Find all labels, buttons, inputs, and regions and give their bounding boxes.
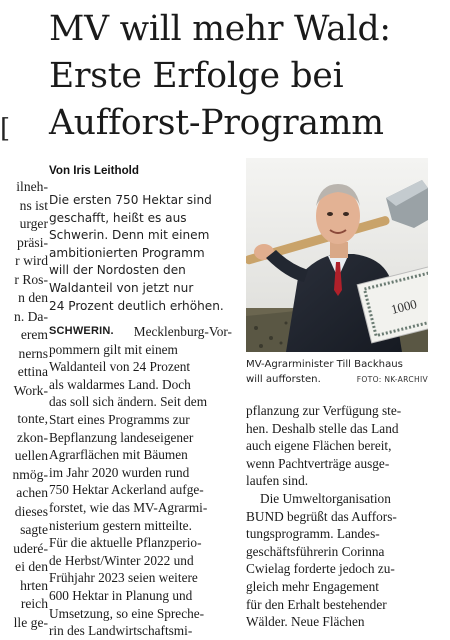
text-line: Agrarflächen mit Bäumen [49, 447, 188, 463]
fragment-line: erem [20, 327, 48, 342]
fragment-line: präsi- [17, 234, 48, 250]
text-line: für den Erhalt bestehender [246, 596, 387, 612]
fragment-line: lle ge- [13, 614, 48, 630]
caption-line-1: MV-Agrarminister Till Backhaus [246, 359, 403, 370]
photo-minister-with-spade [246, 158, 428, 352]
fragment-line: r wird [15, 253, 48, 268]
teaser-line: Waldanteil von jetzt nur [49, 280, 194, 295]
headline-line-3: Aufforst-Programm [49, 103, 384, 143]
byline: Von Iris Leithold [49, 164, 139, 177]
text-line: pflanzung zur Verfügung ste- [246, 403, 402, 418]
teaser [49, 192, 244, 315]
headline-line-1: MV will mehr Wald: [49, 9, 391, 49]
fragment-line: ns ist [19, 197, 48, 213]
dateline: SCHWERIN. [49, 325, 114, 337]
teaser-line: ambitionierten Programm [49, 245, 205, 260]
text-line: Wälder. Neue Flächen [246, 614, 365, 630]
text-line: laufen sind. [246, 473, 309, 489]
text-line: de Herbst/Winter 2022 und [49, 552, 194, 568]
fragment-line: n. Da- [14, 308, 48, 324]
fragment-line: nmög- [12, 466, 48, 482]
text-line: Bepflanzung landeseigener [49, 429, 194, 445]
sign-number: 1000 [389, 296, 419, 317]
text-line: Cwielag forderte jedoch zu- [246, 561, 395, 577]
article-photo [246, 158, 428, 352]
fragment-line: hrten [20, 577, 48, 593]
text-line: Mecklenburg-Vor- [133, 324, 232, 339]
teaser-line: Die ersten 750 Hektar sind [49, 193, 212, 207]
text-line: forstet, wie das MV-Agrarmi- [49, 499, 208, 515]
teaser-line: 24 Prozent deutlich erhöhen. [49, 298, 224, 313]
photo-caption [246, 358, 428, 387]
text-line: Für die aktuelle Pflanzperio- [49, 535, 202, 551]
fragment-line: ettina [17, 364, 48, 379]
fragment-line: ei den [15, 559, 48, 574]
fragment-line: achen [16, 485, 48, 500]
fragment-line: r Ros- [14, 271, 48, 287]
text-line: im Jahr 2020 wurden rund [49, 464, 190, 480]
fragment-line: uellen [14, 448, 48, 463]
fragment-line: reich [20, 596, 48, 611]
fragment-line: sagte [20, 522, 48, 537]
fragment-line: dieses [14, 503, 48, 519]
text-line: auch eigene Flächen bereit, [246, 438, 392, 454]
text-line: rin des Landwirtschaftsmi- [49, 623, 193, 639]
fragment-line: ilneh- [16, 179, 48, 194]
text-line: 600 Hektar in Planung und [49, 587, 193, 603]
fragment-line: Work- [13, 382, 48, 398]
headline-line-2: Erste Erfolge bei [49, 56, 344, 96]
headline [49, 6, 449, 147]
text-line: geschäftsführerin Corinna [246, 543, 385, 559]
text-line: gleich mehr Engagement [246, 578, 379, 594]
text-line: tungsprogramm. Landes- [246, 526, 380, 542]
text-line: Start eines Programms zur [49, 411, 190, 427]
teaser-line: geschafft, heißt es aus [49, 210, 187, 225]
text-line: BUND begrüßt das Auffors- [246, 508, 397, 524]
text-line: Umsetzung, so eine Spreche- [49, 605, 205, 621]
decorative-bracket: [ [0, 114, 11, 144]
text-line: 750 Hektar Ackerland aufge- [49, 482, 204, 498]
article-column-2 [246, 402, 428, 631]
caption-line-2: will aufforsten. [246, 373, 321, 385]
neighbour-article-column [0, 178, 48, 632]
text-line: wenn Pachtverträge ausge- [246, 455, 390, 471]
fragment-line: uderé- [13, 540, 48, 556]
fragment-line: urger [19, 216, 48, 231]
text-line: hen. Deshalb stelle das Land [246, 420, 399, 436]
fragment-line: nerns [18, 345, 48, 361]
photo-credit: FOTO: NK-ARCHIV [356, 374, 428, 384]
fragment-line: n den [18, 290, 48, 305]
text-line: nisterium gestern mitteilte. [49, 517, 192, 533]
text-line: als waldarmes Land. Doch [49, 376, 191, 392]
text-line: pommern gilt mit einem [49, 341, 178, 357]
text-line: das soll sich ändern. Seit dem [49, 394, 208, 410]
teaser-line: Schwerin. Denn mit einem [49, 228, 210, 243]
teaser-line: will der Nordosten den [49, 263, 186, 278]
text-line: Die Umweltorganisation [260, 490, 391, 506]
fragment-line: tonte, [17, 411, 48, 426]
text-line: Frühjahr 2023 seien weitere [49, 570, 198, 586]
fragment-line: zkon- [17, 429, 48, 445]
text-line: Waldanteil von 24 Prozent [49, 359, 191, 375]
column-1-first-line [49, 323, 232, 341]
article-column-1 [49, 323, 232, 640]
